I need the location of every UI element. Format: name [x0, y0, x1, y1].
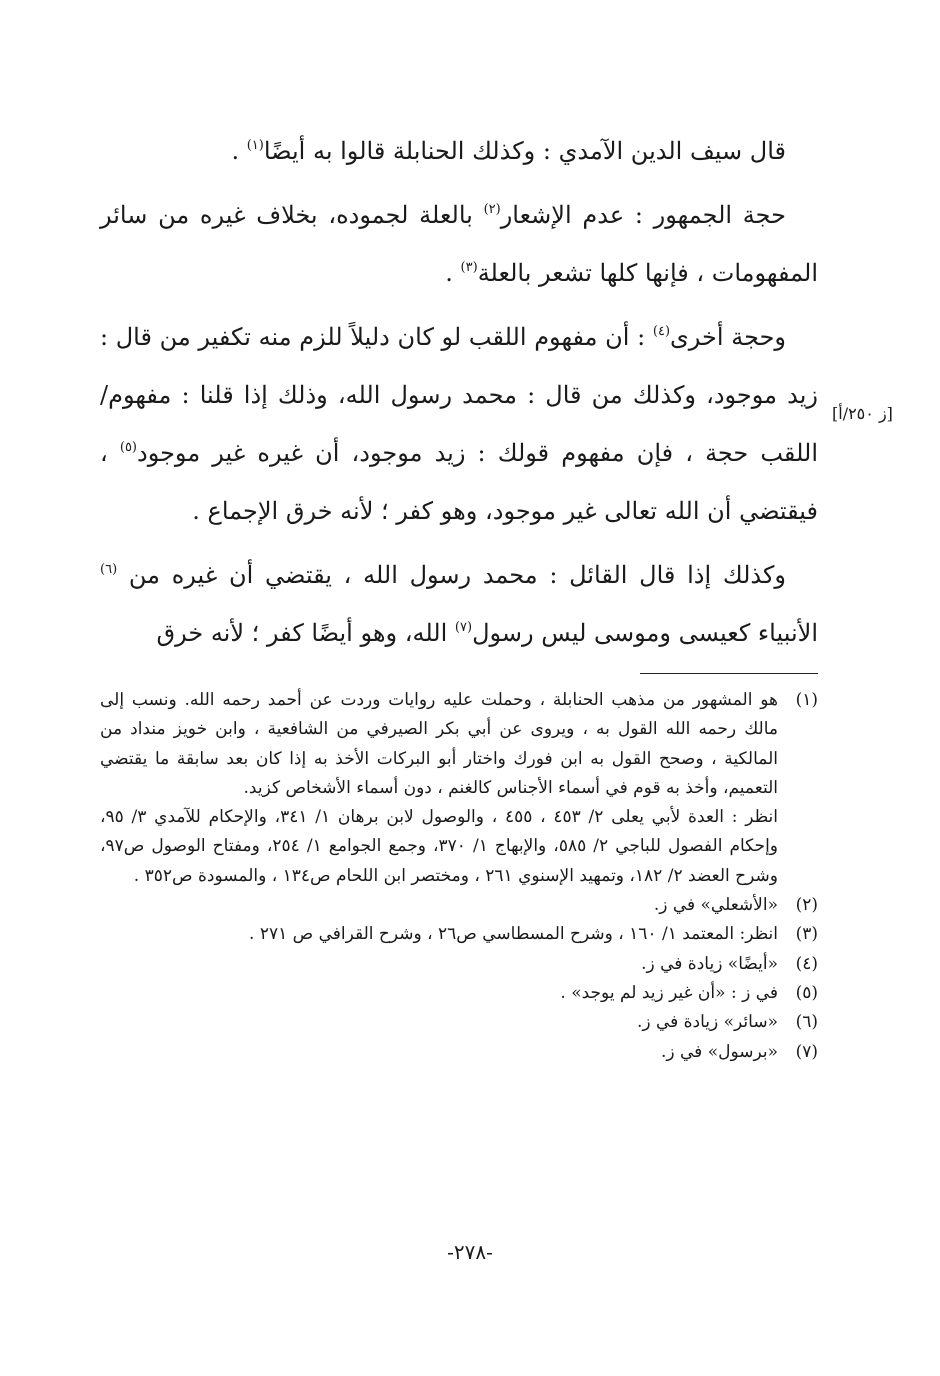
footnote-number: (٧) [795, 1041, 818, 1062]
footnote-number: (٤) [795, 953, 818, 974]
text-run: . [231, 137, 247, 165]
footnote-number: (٥) [795, 982, 818, 1003]
footnote-text: انظر : العدة لأبي يعلى ٢/ ٤٥٣ ، ٤٥٥ ، والوصول لابن برهان ١/ ٣٤١، والإحكام للآمدي ٣/ ٩٥، وإحكام الفصول للباجي ٢/ ٥٨٥، والإبهاج ١/ ٣٧٠، وجمع الجوامع ١/ ٢٥٤، ومفتاح الوصول ص٩٧، وشرح العضد ٢/ ١٨٢، وتمهيد الإسنوي ٢٦١ ، ومختصر ابن اللحام ص١٣٤ ، والمسودة ص٣٥٢ . [100, 807, 779, 886]
text-run: الله، وهو أيضًا كفر ؛ لأنه خرق [156, 619, 455, 647]
footnote-1 [100, 686, 818, 803]
text-run: وحجة أخرى [670, 323, 786, 351]
footnote-2 [100, 891, 818, 920]
manuscript-margin-ref: [ز ٢٥٠/أ] [832, 404, 893, 423]
footnote-number: (٢) [795, 895, 818, 916]
footnote-ref-3[interactable]: (٣) [460, 260, 478, 275]
footnote-text: «أيضًا» زيادة في ز. [641, 953, 778, 974]
footnote-4 [100, 950, 818, 979]
text-run: وكذلك إذا قال القائل : محمد رسول الله ، يقتضي أن غيره من [117, 561, 786, 589]
footnote-ref-4[interactable]: (٤) [652, 324, 671, 339]
footnote-number: (٣) [795, 924, 818, 945]
paragraph-3 [100, 308, 818, 540]
footnote-ref-7[interactable]: (٧) [454, 620, 473, 635]
text-run: الأنبياء كعيسى وموسى ليس رسول [472, 619, 818, 647]
footnote-ref-1[interactable]: (١) [246, 138, 264, 153]
text-run: : أن مفهوم اللقب لو كان دليلاً للزم منه تكفير من قال : زيد موجود، وكذلك من قال : محمد رسول الله، وذلك إذا قلنا : مفهوم/اللقب حجة ، فإن مفهوم قولك : زيد موجود، أن غيره غير موجود [100, 323, 819, 467]
footnote-number: (١) [795, 690, 818, 710]
footnote-ref-2[interactable]: (٢) [483, 202, 501, 217]
text-run: ، فيقتضي أن الله تعالى غير موجود، وهو كفر ؛ لأنه خرق الإجماع . [100, 439, 818, 525]
footnote-text: «سائر» زيادة في ز. [636, 1012, 778, 1033]
text-run: حجة الجمهور : عدم الإشعار [500, 201, 786, 229]
text-run: . [445, 259, 461, 287]
footnote-text: «الأشعلي» في ز. [653, 895, 778, 916]
footnote-text: هو المشهور من مذهب الحنابلة ، وحملت عليه روايات وردت عن أحمد رحمه الله. ونسب إلى مالك رحمه الله القول به ، ويروى عن أبي بكر الصيرفي من الشافعية ، وابن خويز منداد من المالكية ، وصحح القول به ابن فورك واختار أبو البركات الأخذ به إذا كان بعد سابقة ما يقتضي التعميم، وأخذ به قوم في أسماء الأجناس كالغنم ، دون أسماء الأشخاص كزيد. [100, 690, 778, 798]
footnote-6 [100, 1008, 818, 1037]
paragraph-4 [100, 546, 818, 662]
footnote-3 [100, 920, 818, 949]
footnote-ref-6[interactable]: (٦) [100, 562, 118, 577]
paragraph-1 [100, 122, 818, 180]
text-run: بالعلة لجموده، بخلاف غيره من سائر المفهومات ، فإنها كلها تشعر بالعلة [100, 201, 818, 287]
footnote-text: انظر: المعتمد ١/ ١٦٠ ، وشرح المسطاسي ص٢٦ ، وشرح القرافي ص ٢٧١ . [249, 924, 778, 945]
footnote-divider [640, 673, 818, 674]
footnote-text: في ز : «أن غير زيد لم يوجد» . [560, 982, 778, 1003]
footnote-number: (٦) [795, 1012, 818, 1033]
footnote-5 [100, 979, 818, 1008]
footnote-7 [100, 1038, 818, 1067]
paragraph-2 [100, 186, 818, 302]
footnote-ref-5[interactable]: (٥) [119, 440, 137, 455]
text-run: قال سيف الدين الآمدي : وكذلك الحنابلة قالوا به أيضًا [263, 137, 786, 165]
main-text [100, 122, 818, 668]
footnote-text: «برسول» في ز. [660, 1041, 778, 1062]
page-number: -٢٧٨- [447, 1240, 493, 1264]
footnote-1-sources [100, 803, 818, 891]
footnotes [100, 686, 818, 1067]
